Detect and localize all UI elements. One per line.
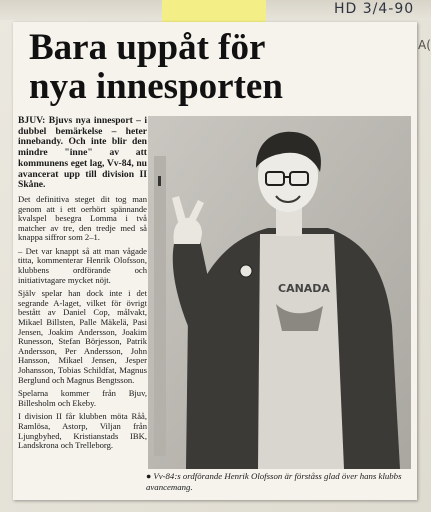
caption-text: Vv-84:s ordförande Henrik Olofsson är förståss glad över hans klubbs avancemang. <box>146 471 402 492</box>
handwritten-date-note: HD 3/4-90 <box>334 1 415 17</box>
shirt-print: CANADA <box>278 282 330 295</box>
newspaper-clipping <box>13 22 417 500</box>
sticky-note <box>162 0 415 22</box>
photo-caption <box>146 471 414 492</box>
headline-line-2: nya innesporten <box>29 66 283 107</box>
caption-bullet-icon: ● <box>146 471 152 481</box>
article-paragraph: Själv spelar han dock inte i det segrande A-laget, vilket för övrigt bestått av Daniel Cop, målvakt, Mikael Billsten, Palle Mäkelä, Pasi Jensen, Joakim Andersson, Joakim Runesson, Stefan Börjesson, Patrik Andersson, Per Andersson, John Hansson, Mikael Jensen, Jesper Johansson, Tobias Schildfat, Magnus Berglund och Magnus Bengtsson. <box>18 288 147 385</box>
article-paragraph: I division II får klubben möta Råå, Ramlösa, Astorp, Viljan från Ljungbyhed, Kristianstads IBK, Landskrona och Trelleborg. <box>18 411 147 451</box>
headline-line-1: Bara uppåt för <box>29 27 266 68</box>
article-body <box>18 116 147 455</box>
article-headline <box>29 28 409 106</box>
article-paragraph: Spelarna kommer från Bjuv, Billesholm och Ekeby. <box>18 388 147 408</box>
article-paragraph: Det definitiva steget dit tog man genom att i ett oerhört spännande kvalspel besegra Lomma i två matcher av tre, den tredje med så knappa siffror som 2–1. <box>18 193 147 243</box>
article-photo <box>148 116 411 469</box>
edge-handwriting: A( <box>418 38 431 52</box>
photo-illustration <box>148 116 411 469</box>
article-lead: BJUV: Bjuvs nya innesport – i dubbel bemärkelse – heter innebandy. Och inte blir den mindre "inne" av att kommunens eget lag, Vv-84, nu avancerat upp till division II Skåne. <box>18 115 147 191</box>
article-paragraph: – Det var knappt så att man vågade titta, kommenterar Henrik Olofsson, klubbens ordförande och initiativtagare mycket nöjt. <box>18 245 147 285</box>
